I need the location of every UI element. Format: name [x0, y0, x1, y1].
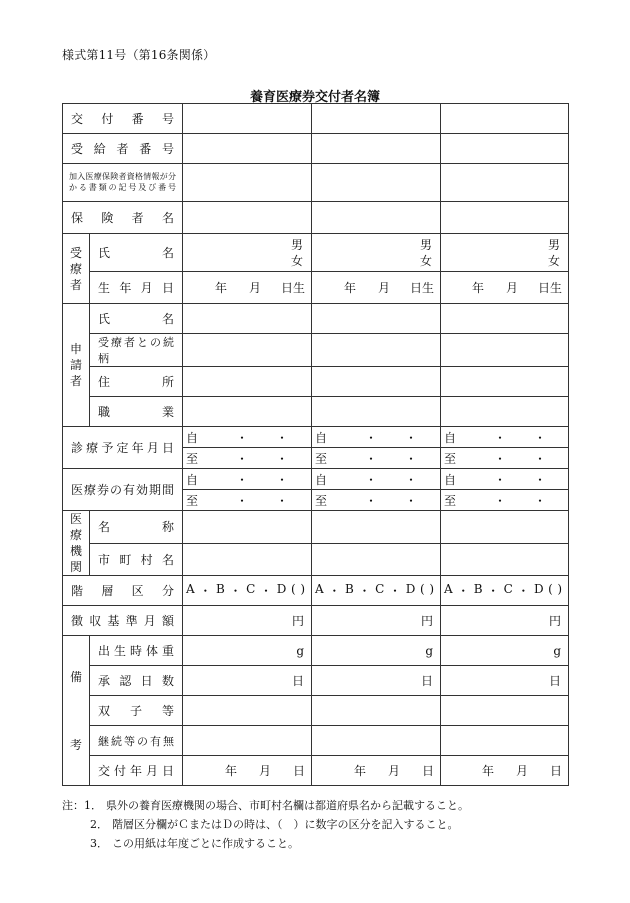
gram-unit: g — [425, 643, 434, 658]
data-cell — [312, 104, 441, 134]
table-row — [63, 511, 569, 544]
label-grade: 階層区分 — [63, 576, 183, 606]
label-twins: 双子等 — [90, 696, 183, 726]
valid-period-from-cell — [183, 469, 312, 490]
grade-option: ・ — [517, 584, 530, 598]
data-cell — [441, 543, 569, 576]
grade-cell — [441, 576, 569, 606]
days-unit: 日 — [549, 674, 562, 688]
data-cell — [312, 543, 441, 576]
days-cell — [312, 666, 441, 696]
grade-option: B — [345, 582, 354, 596]
grade-options — [444, 582, 568, 599]
planned-date-from-cell — [312, 427, 441, 448]
yen-unit: 円 — [549, 614, 562, 628]
dot-mark: ・ — [534, 472, 547, 487]
grade-option: A — [186, 582, 195, 596]
label-birth_weight: 出生時体重 — [90, 636, 183, 666]
gram-unit: g — [553, 643, 562, 658]
label-birthdate: 生年月日 — [90, 272, 183, 304]
dot-mark: ・ — [405, 472, 418, 487]
month-mark: 月 — [258, 764, 271, 778]
data-cell — [183, 696, 312, 726]
table-row — [63, 636, 569, 666]
table-row — [63, 104, 569, 134]
note-item — [62, 796, 469, 815]
data-cell — [312, 134, 441, 164]
group-label-char: 医 — [69, 512, 82, 526]
data-cell — [183, 367, 312, 397]
day-mark: 日生 — [538, 281, 563, 295]
to-mark: 至 — [444, 451, 457, 466]
form-number: 様式第11号（第16条関係） — [62, 48, 216, 62]
weight-cell — [312, 636, 441, 666]
data-cell — [441, 726, 569, 756]
grade-options — [186, 582, 311, 599]
birthdate-cell — [441, 272, 569, 304]
fee-cell — [312, 606, 441, 636]
weight-cell — [183, 636, 312, 666]
table-row — [63, 606, 569, 636]
grade-option: C — [375, 582, 385, 596]
data-cell — [441, 397, 569, 427]
sex-cell — [183, 234, 312, 272]
table-row — [63, 543, 569, 576]
data-cell — [183, 543, 312, 576]
data-cell — [312, 696, 441, 726]
dot-mark: ・ — [236, 493, 249, 508]
group-label-char: 請 — [69, 358, 82, 372]
group-label-remarks — [63, 636, 90, 786]
data-cell — [441, 164, 569, 202]
from-mark: 自 — [444, 430, 457, 445]
grade-cell — [312, 576, 441, 606]
fee-cell — [183, 606, 312, 636]
table-row — [63, 134, 569, 164]
planned-date-to-cell — [441, 448, 569, 469]
birthdate-cell — [312, 272, 441, 304]
grade-cell — [183, 576, 312, 606]
from-mark: 自 — [186, 430, 199, 445]
female-option: 女 — [420, 253, 433, 268]
dot-mark: ・ — [276, 430, 289, 445]
to-mark: 至 — [444, 493, 457, 508]
days-cell — [441, 666, 569, 696]
birthdate-cell — [183, 272, 312, 304]
data-cell — [441, 334, 569, 367]
label-inst_name: 名称 — [90, 511, 183, 544]
dot-mark: ・ — [365, 451, 378, 466]
days-cell — [183, 666, 312, 696]
grade-option: A — [444, 582, 453, 596]
grade-option: ・ — [358, 584, 371, 598]
year-mark: 年 — [471, 281, 484, 295]
from-mark: 自 — [315, 430, 328, 445]
yen-unit: 円 — [292, 614, 305, 628]
dot-mark: ・ — [494, 451, 507, 466]
data-cell — [312, 367, 441, 397]
to-mark: 至 — [186, 451, 199, 466]
group-label-char: 受 — [69, 245, 82, 260]
table-row — [63, 202, 569, 234]
planned-date-from-cell — [441, 427, 569, 448]
year-mark: 年 — [481, 764, 494, 778]
data-cell — [441, 696, 569, 726]
data-cell — [183, 164, 312, 202]
dot-mark: ・ — [276, 493, 289, 508]
issue-date-cell — [441, 756, 569, 786]
grade-option: ) — [429, 582, 434, 596]
note-number: 1． — [84, 799, 102, 812]
male-option: 男 — [420, 237, 433, 252]
note-text: 階層区分欄がＣまたはＤの時は、（ ）に数字の区分を記入すること。 — [112, 818, 459, 831]
dot-mark: ・ — [365, 493, 378, 508]
group-label-patient_group — [63, 234, 90, 304]
year-mark: 年 — [353, 764, 366, 778]
table-row — [63, 666, 569, 696]
group-label-char: 申 — [69, 342, 82, 356]
data-cell — [183, 511, 312, 544]
label-planned_dates: 診療予定年月日 — [63, 427, 183, 469]
valid-period-from-cell — [441, 469, 569, 490]
dot-mark: ・ — [365, 430, 378, 445]
page-title: 養育医療券交付者名簿 — [249, 90, 380, 105]
data-cell — [312, 334, 441, 367]
dot-mark: ・ — [405, 430, 418, 445]
dot-mark: ・ — [494, 472, 507, 487]
label-issue_number: 交付番号 — [63, 104, 183, 134]
data-cell — [183, 334, 312, 367]
table-row — [63, 334, 569, 367]
label-continuation: 継続等の有無 — [90, 726, 183, 756]
sex-cell — [312, 234, 441, 272]
data-cell — [441, 367, 569, 397]
table-row — [63, 272, 569, 304]
grade-option: ・ — [457, 584, 470, 598]
grade-option: ・ — [389, 584, 402, 598]
note-item — [62, 834, 469, 853]
group-label-applicant_group — [63, 304, 90, 427]
valid-period-to-cell — [312, 490, 441, 511]
data-cell — [441, 104, 569, 134]
label-valid_period: 医療券の有効期間 — [63, 469, 183, 511]
sex-cell — [441, 234, 569, 272]
data-cell — [441, 511, 569, 544]
grade-option: ・ — [487, 584, 500, 598]
group-label-char: 療 — [69, 261, 82, 276]
year-mark: 年 — [224, 764, 237, 778]
group-label-char: 機 — [69, 544, 82, 558]
table-row — [63, 397, 569, 427]
grade-option: B — [473, 582, 483, 596]
valid-period-from-cell — [312, 469, 441, 490]
day-mark: 日 — [293, 764, 306, 778]
notes — [62, 796, 469, 853]
year-mark: 年 — [214, 281, 227, 295]
dot-mark: ・ — [405, 451, 418, 466]
label-approved_days: 承認日数 — [90, 666, 183, 696]
day-mark: 日 — [550, 764, 563, 778]
gram-unit: g — [296, 643, 305, 658]
planned-date-to-cell — [183, 448, 312, 469]
issue-date-cell — [312, 756, 441, 786]
grade-option: ( — [290, 582, 296, 596]
remarks-char: 考 — [69, 737, 82, 752]
month-mark: 月 — [377, 281, 390, 295]
data-cell — [183, 726, 312, 756]
weight-cell — [441, 636, 569, 666]
fee-cell — [441, 606, 569, 636]
from-mark: 自 — [444, 472, 457, 487]
dot-mark: ・ — [236, 430, 249, 445]
data-cell — [312, 202, 441, 234]
grade-option: ( — [419, 582, 425, 596]
yen-unit: 円 — [421, 614, 434, 628]
label-fee_month: 徴収基準月額 — [63, 606, 183, 636]
note-text: 県外の養育医療機関の場合、市町村名欄は都道府県名から記載すること。 — [106, 799, 469, 812]
dot-mark: ・ — [236, 451, 249, 466]
data-cell — [441, 134, 569, 164]
data-cell — [312, 726, 441, 756]
male-option: 男 — [548, 237, 561, 252]
month-mark: 月 — [387, 764, 400, 778]
day-mark: 日生 — [281, 281, 306, 295]
valid-period-to-cell — [183, 490, 312, 511]
dot-mark: ・ — [276, 472, 289, 487]
data-cell — [441, 202, 569, 234]
planned-date-to-cell — [312, 448, 441, 469]
grade-option: ) — [300, 582, 305, 596]
label-insurance_doc: 加入医療保険者資格情報が分かる書類の記号及び番号 — [63, 164, 183, 202]
data-cell — [183, 397, 312, 427]
dot-mark: ・ — [534, 430, 547, 445]
note-text: この用紙は年度ごとに作成すること。 — [112, 837, 299, 850]
group-label-char: 者 — [69, 277, 82, 292]
dot-mark: ・ — [236, 472, 249, 487]
grade-option: D — [533, 582, 544, 596]
female-option: 女 — [291, 253, 304, 268]
grade-option: ) — [557, 582, 562, 596]
table-row — [63, 367, 569, 397]
label-applicant_name: 氏名 — [90, 304, 183, 334]
month-mark: 月 — [248, 281, 261, 295]
note-number: 2． — [90, 818, 108, 831]
note-prefix: 注： — [62, 799, 84, 812]
from-mark: 自 — [315, 472, 328, 487]
label-issue_date: 交付年月日 — [90, 756, 183, 786]
table-row — [63, 164, 569, 202]
label-occupation: 職業 — [90, 397, 183, 427]
remarks-char: 備 — [69, 669, 82, 684]
planned-date-from-cell — [183, 427, 312, 448]
table-row — [63, 427, 569, 448]
data-cell — [312, 164, 441, 202]
group-label-institution_group — [63, 511, 90, 576]
grade-option: D — [405, 582, 416, 596]
grade-option: ・ — [260, 584, 273, 598]
label-insurer_name: 保険者名 — [63, 202, 183, 234]
grade-option: A — [315, 582, 324, 596]
grade-option: C — [503, 582, 513, 596]
to-mark: 至 — [315, 493, 328, 508]
label-name: 氏名 — [90, 234, 183, 272]
grade-option: ・ — [199, 584, 212, 598]
female-option: 女 — [548, 253, 561, 268]
day-mark: 日 — [422, 764, 435, 778]
to-mark: 至 — [315, 451, 328, 466]
data-cell — [312, 397, 441, 427]
data-cell — [183, 104, 312, 134]
data-cell — [183, 134, 312, 164]
table-row — [63, 469, 569, 490]
dot-mark: ・ — [494, 493, 507, 508]
grade-option: ・ — [328, 584, 341, 598]
grade-options — [315, 582, 440, 599]
dot-mark: ・ — [405, 493, 418, 508]
data-cell — [312, 511, 441, 544]
valid-period-to-cell — [441, 490, 569, 511]
to-mark: 至 — [186, 493, 199, 508]
label-address: 住所 — [90, 367, 183, 397]
group-label-char: 療 — [69, 528, 82, 542]
dot-mark: ・ — [534, 493, 547, 508]
grade-option: ( — [548, 582, 553, 596]
table-row — [63, 756, 569, 786]
dot-mark: ・ — [365, 472, 378, 487]
day-mark: 日生 — [410, 281, 435, 295]
month-mark: 月 — [515, 764, 528, 778]
group-label-char: 関 — [69, 560, 82, 574]
data-cell — [312, 304, 441, 334]
label-municipality: 市町村名 — [90, 543, 183, 576]
data-cell — [441, 304, 569, 334]
data-cell — [183, 202, 312, 234]
dot-mark: ・ — [276, 451, 289, 466]
from-mark: 自 — [186, 472, 199, 487]
table-row — [63, 234, 569, 272]
grade-option: D — [276, 582, 287, 596]
note-number: 3． — [90, 837, 108, 850]
grade-option: ・ — [229, 584, 242, 598]
dot-mark: ・ — [534, 451, 547, 466]
label-recipient_number: 受給者番号 — [63, 134, 183, 164]
table-row — [63, 576, 569, 606]
month-mark: 月 — [505, 281, 518, 295]
table-row — [63, 696, 569, 726]
table-row — [63, 726, 569, 756]
dot-mark: ・ — [494, 430, 507, 445]
table-row — [63, 304, 569, 334]
data-cell — [183, 304, 312, 334]
male-option: 男 — [291, 237, 304, 252]
grade-option: B — [216, 582, 225, 596]
issue-date-cell — [183, 756, 312, 786]
group-label-char: 者 — [69, 374, 82, 388]
grade-option: C — [246, 582, 256, 596]
note-item — [62, 815, 469, 834]
year-mark: 年 — [343, 281, 356, 295]
days-unit: 日 — [292, 674, 305, 688]
register-table — [62, 103, 569, 786]
days-unit: 日 — [421, 674, 434, 688]
label-relation: 受療者との続柄 — [90, 334, 183, 367]
